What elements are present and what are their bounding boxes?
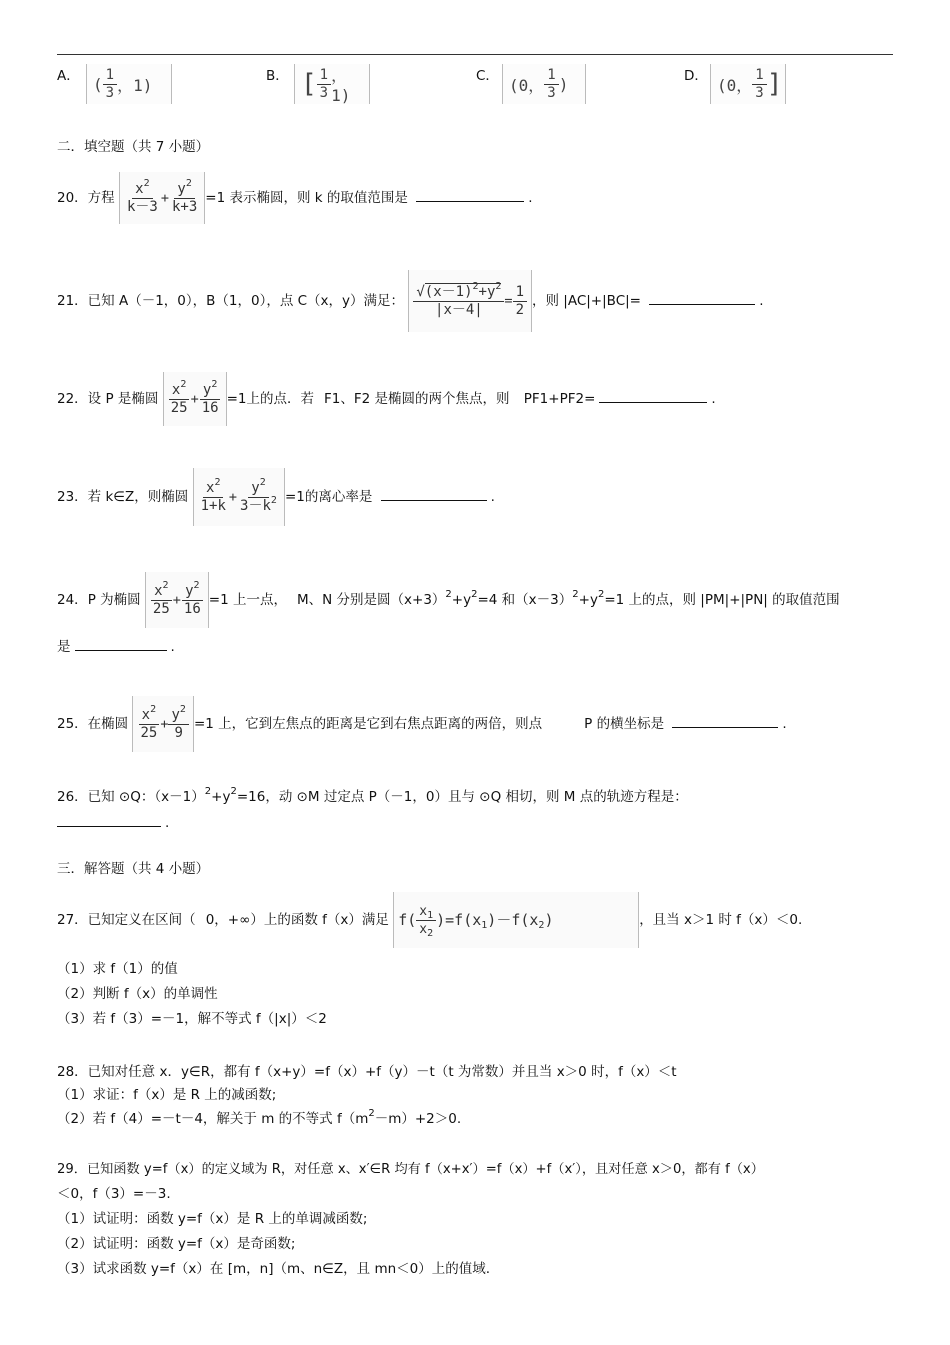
option-c-formula: (0， $\frac{1}{3}$ ) — [502, 64, 586, 104]
option-a-formula: ( $\frac{1}{3}$ ，1) — [86, 64, 172, 104]
q27-item-1: （1）求 f（1）的值 — [57, 961, 178, 977]
formula-box: $\frac{x^2}{25}$ + $\frac{y^2}{16}$ — [163, 372, 227, 426]
fraction: $\frac{1}{3}$ — [103, 67, 117, 102]
answer-blank[interactable] — [416, 187, 524, 202]
fraction: $\frac{1}{3}$ — [752, 67, 766, 102]
question-22: 22．设 P 是椭圆 $\frac{x^2}{25}$ + $\frac{y^2}{16}$ =1上的点．若 F1、F2 是椭圆的两个焦点，则 PF1+PF2= . — [57, 372, 716, 426]
answer-blank[interactable] — [649, 290, 755, 305]
top-rule — [57, 54, 893, 55]
q28-item-1: （1）求证：f（x）是 R 上的减函数; — [57, 1087, 277, 1103]
radical: $(x-1)^2+y^2$ — [424, 280, 502, 300]
formula-box: f( $\frac{x_1}{x_2}$ )$=f(x_1)-f(x_2)$ — [393, 892, 639, 948]
q29-item-3: （3）试求函数 y=f（x）在 [m，n]（m、n∈Z，且 mn＜0）上的值域. — [57, 1261, 491, 1277]
question-29: 29．已知函数 y=f（x）的定义域为 R，对任意 x、x′∈R 均有 f（x+x′）=f（x）+f（x′），且对任意 x＞0，都有 f（x） — [57, 1162, 764, 1177]
q28-item-2: （2）若 f（4）=－t－4，解关于 m 的不等式 $f(m^2-m)+2>0$. — [57, 1108, 462, 1127]
formula-box: $\frac{x^2}{25}$ + $\frac{y^2}{16}$ — [145, 572, 209, 628]
question-28: 28．已知对任意 x．y∈R，都有 f（x+y）=f（x）+f（y）－t（t 为常数）并且当 x＞0 时，f（x）＜t — [57, 1064, 677, 1080]
formula-box: $\frac{x^2}{k-3}$ + $\frac{y^2}{k+3}$ — [119, 172, 205, 224]
q27-item-3: （3）若 f（3）=－1，解不等式 f（|x|）＜2 — [57, 1011, 327, 1027]
question-29-line-2: ＜0，f（3）=－3. — [57, 1186, 171, 1202]
q29-item-1: （1）试证明：函数 y=f（x）是 R 上的单调减函数; — [57, 1211, 368, 1227]
question-25: 25．在椭圆 $\frac{x^2}{25}$ + $\frac{y^2}{9}$ =1 上，它到左焦点的距离是它到右焦点距离的两倍，则点 P 的横坐标是 . — [57, 696, 787, 752]
section-2-heading: 二．填空题（共 7 小题） — [57, 139, 210, 155]
question-26-line-2: . — [57, 812, 169, 833]
question-23: 23．若 k∈Z，则椭圆 $\frac{x^2}{1+k}$ + $\frac{y^2}{3-k^2}$ =1的离心率是 . — [57, 468, 495, 526]
answer-blank[interactable] — [57, 812, 161, 827]
option-c-label: C． — [476, 68, 499, 84]
formula-box: $\frac{x^2}{25}$ + $\frac{y^2}{9}$ — [132, 696, 193, 752]
answer-blank[interactable] — [672, 713, 778, 728]
q27-item-2: （2）判断 f（x）的单调性 — [57, 986, 218, 1002]
option-d-formula: (0， $\frac{1}{3}$ ] — [710, 64, 786, 104]
section-3-heading: 三．解答题（共 4 小题） — [57, 861, 210, 877]
formula-box: $\frac{√(x-1)^2+y^2}{|x-4|}$ = $\frac{1}{2}$ — [408, 270, 532, 332]
question-24-line-2: 是 . — [57, 636, 175, 657]
fraction: $\frac{1}{3}$ — [544, 67, 558, 102]
question-24: 24．P 为椭圆 $\frac{x^2}{25}$ + $\frac{y^2}{16}$ =1 上一点， M、N 分别是圆$(x+3)^2+y^2=4$ 和$(x-3)^2+y^2=1$ 上的点，则 |PM|+|PN| 的取值范围 — [57, 572, 840, 628]
option-b-label: B． — [266, 68, 289, 84]
question-26: 26．已知 ⊙Q：$(x-1)^2+y^2=16$，动 ⊙M 过定点 P（－1，0）且与 ⊙Q 相切，则 M 点的轨迹方程是： — [57, 786, 688, 805]
answer-blank[interactable] — [599, 388, 707, 403]
fraction: $\frac{1}{3}$ — [317, 67, 331, 102]
question-27: 27．已知定义在区间（ 0，+∞）上的函数 f（x）满足 f( $\frac{x_1}{x_2}$ )$=f(x_1)-f(x_2)$ ，且当 x＞1 时 f（x）＜0. — [57, 892, 802, 948]
formula-box: $\frac{x^2}{1+k}$ + $\frac{y^2}{3-k^2}$ — [193, 468, 285, 526]
option-a-label: A． — [57, 68, 80, 84]
question-21: 21．已知 A（－1，0），B（1，0），点 C（x，y）满足： $\frac{√(x-1)^2+y^2}{|x-4|}$ = $\frac{1}{2}$ ，则 |AC|+|BC|= . — [57, 270, 764, 332]
option-b-formula: [ $\frac{1}{3}$ ，1) — [294, 64, 370, 104]
option-d-label: D． — [684, 68, 708, 84]
answer-blank[interactable] — [381, 486, 487, 501]
q29-item-2: （2）试证明：函数 y=f（x）是奇函数; — [57, 1236, 296, 1252]
question-20: 20．方程 $\frac{x^2}{k-3}$ + $\frac{y^2}{k+3}$ =1 表示椭圆，则 k 的取值范围是 . — [57, 172, 532, 224]
answer-blank[interactable] — [75, 636, 167, 651]
